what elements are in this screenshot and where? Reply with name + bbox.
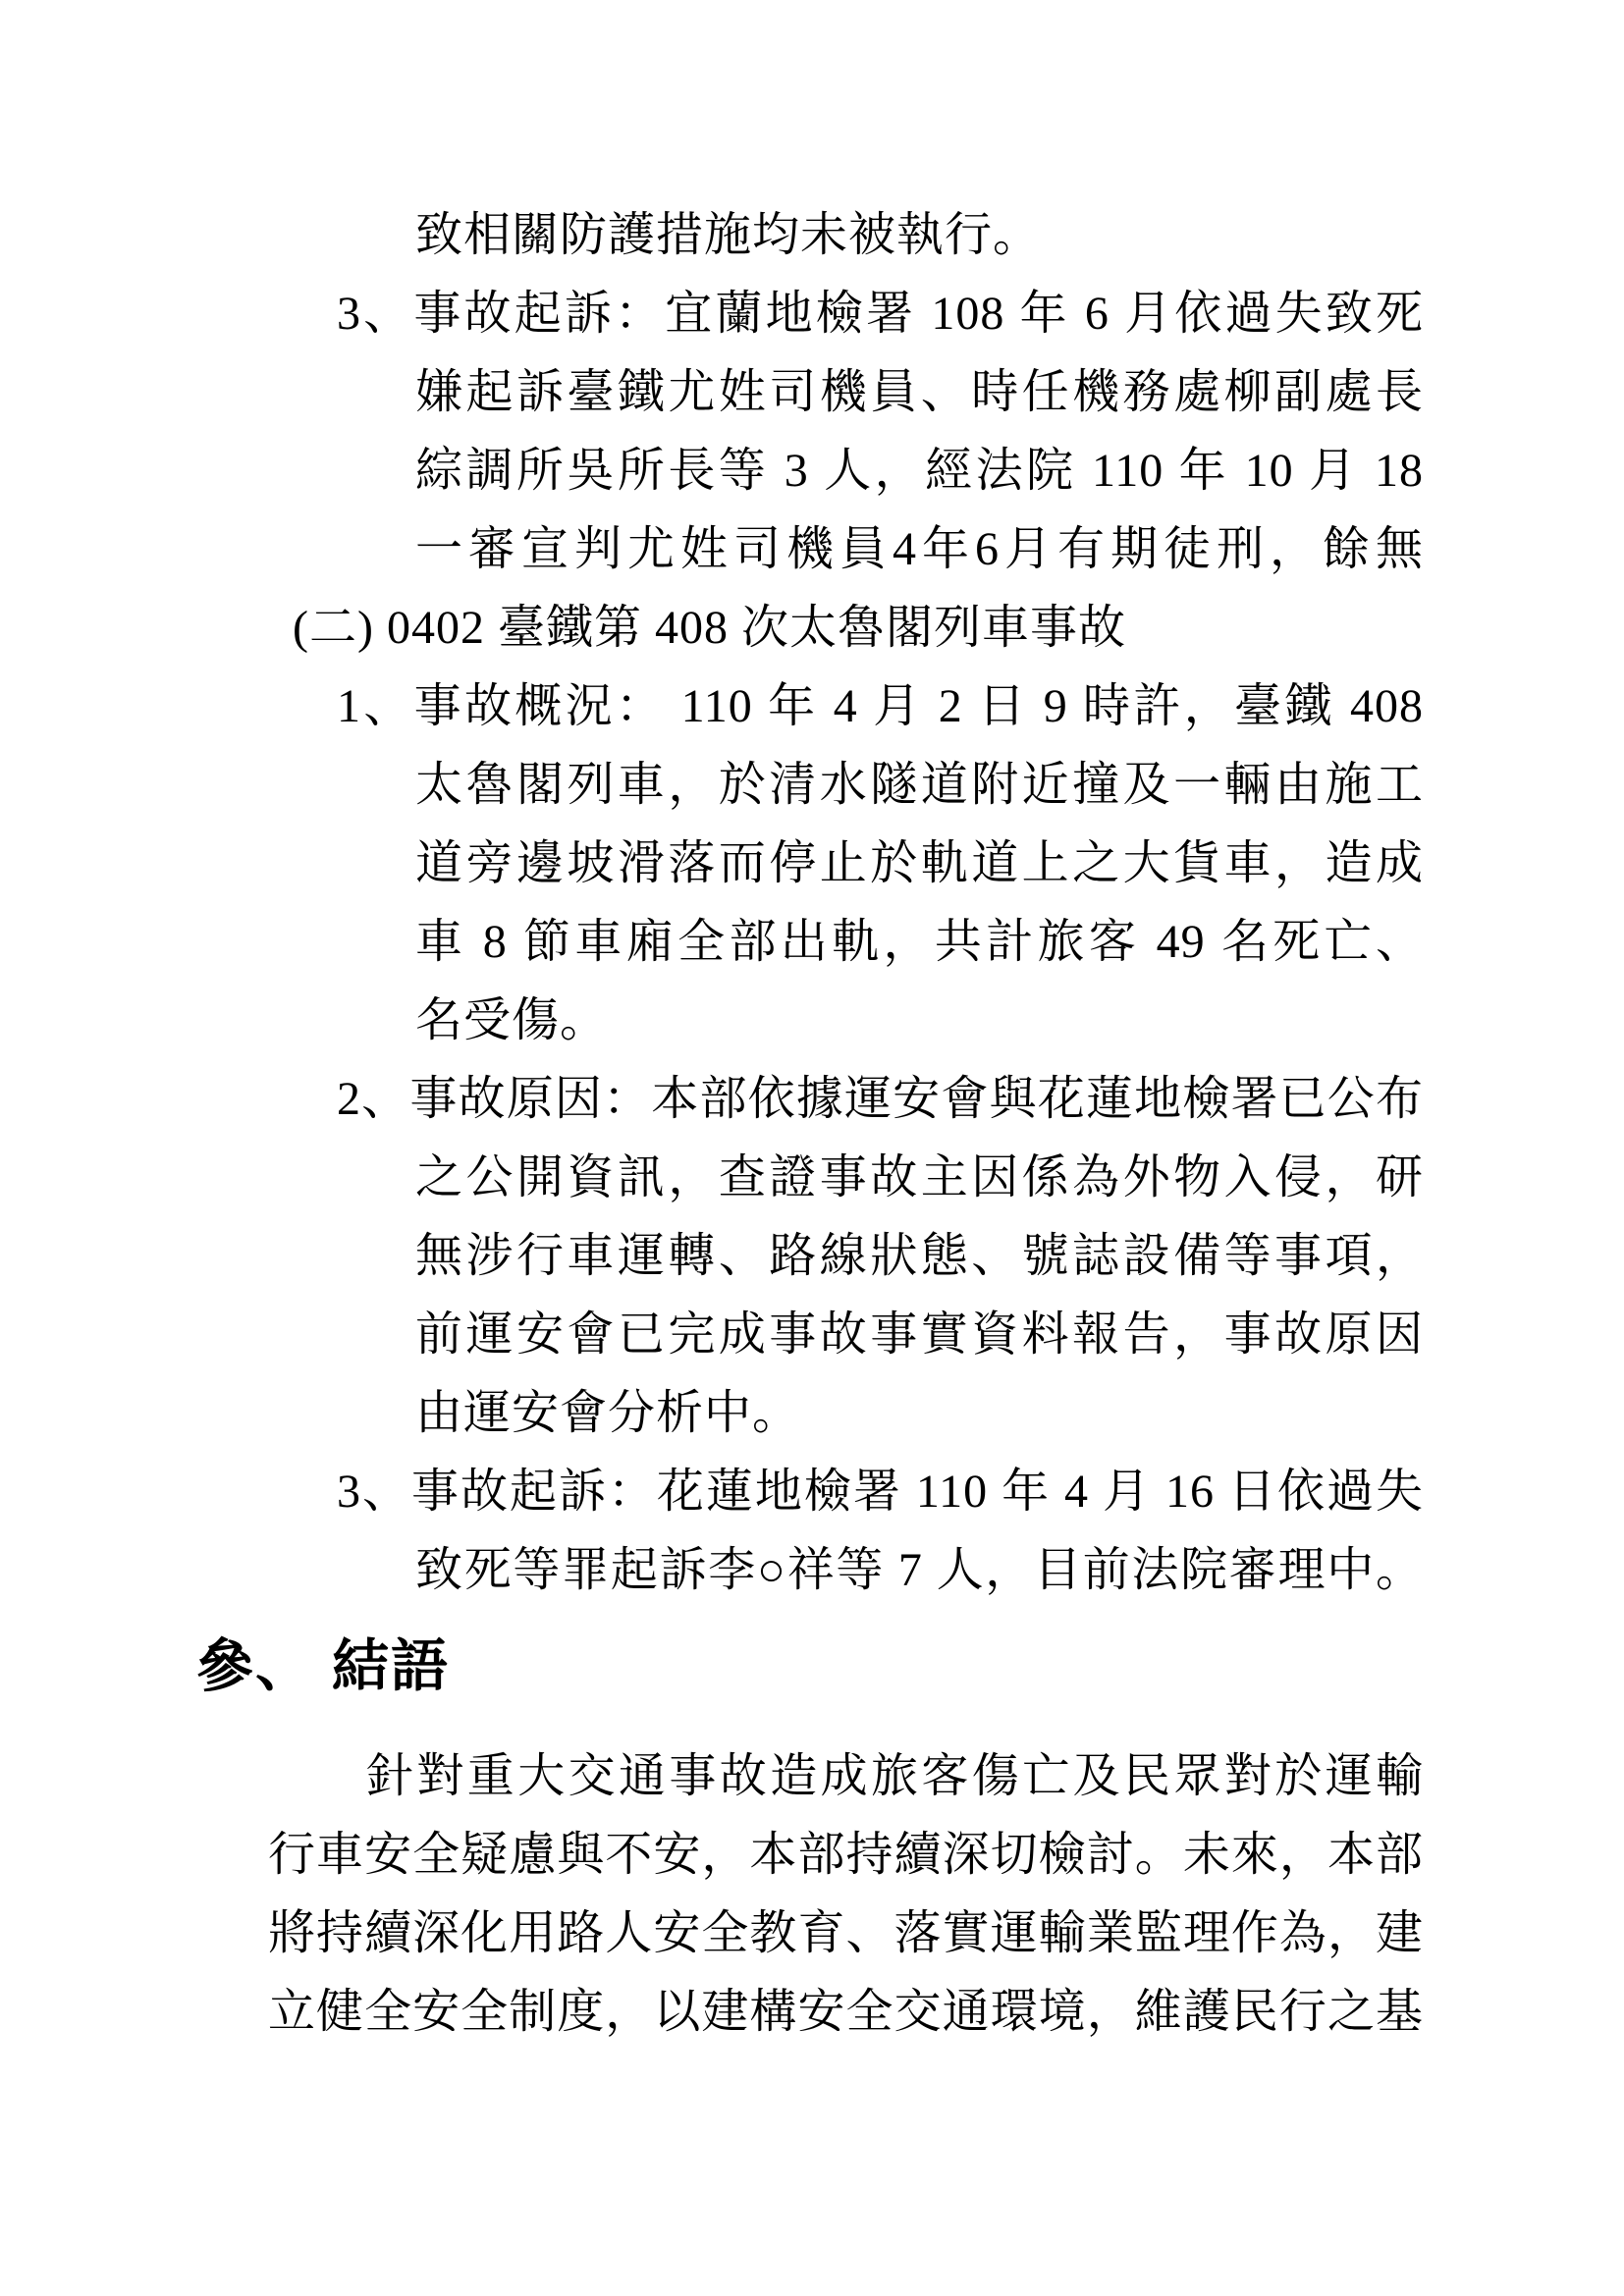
text-line: 名受傷。 bbox=[415, 994, 609, 1046]
text-line: 將持續深化用路人安全教育、落實運輸業監理作為，建 bbox=[268, 1907, 1424, 1959]
text-line: (二) 0402 臺鐵第 408 次太魯閣列車事故 bbox=[293, 602, 1126, 654]
text-line: 前運安會已完成事故事實資料報告，事故原因 bbox=[415, 1308, 1424, 1361]
text-line: 1、事故概況： 110 年 4 月 2 日 9 時許，臺鐵 408 bbox=[337, 680, 1424, 732]
text-line: 立健全安全制度，以建構安全交通環境，維護民行之基 bbox=[268, 1986, 1424, 2038]
text-line: 3、事故起訴：宜蘭地檢署 108 年 6 月依過失致死 bbox=[337, 288, 1424, 340]
closing-heading-number: 參、 bbox=[196, 1634, 315, 1698]
text-line: 之公開資訊，查證事故主因係為外物入侵，研 bbox=[415, 1151, 1424, 1203]
closing-paragraph-block bbox=[0, 1737, 1624, 2052]
text-line: 無涉行車運轉、路線狀態、號誌設備等事項， bbox=[415, 1230, 1424, 1282]
text-line: 車 8 節車廂全部出軌，共計旅客 49 名死亡、 bbox=[415, 916, 1424, 968]
text-line: 致相關防護措施均未被執行。 bbox=[415, 209, 1042, 261]
text-line: 綜調所吳所長等 3 人，經法院 110 年 10 月 18 bbox=[415, 445, 1424, 497]
text-line: 行車安全疑慮與不安，本部持續深切檢討。未來，本部 bbox=[268, 1829, 1424, 1881]
text-line: 太魯閣列車，於清水隧道附近撞及一輛由施工 bbox=[415, 759, 1424, 811]
text-line: 由運安會分析中。 bbox=[415, 1387, 801, 1439]
text-line: 3、事故起訴：花蓮地檢署 110 年 4 月 16 日依過失 bbox=[337, 1466, 1424, 1518]
text-line: 一審宣判尤姓司機員4年6月有期徒刑，餘無 bbox=[415, 523, 1424, 575]
closing-heading-title: 結語 bbox=[332, 1634, 451, 1698]
text-line: 道旁邊坡滑落而停止於軌道上之大貨車，造成 bbox=[415, 837, 1424, 889]
text-line: 針對重大交通事故造成旅客傷亡及民眾對於運輸 bbox=[366, 1750, 1424, 1802]
text-line: 嫌起訴臺鐵尤姓司機員、時任機務處柳副處長 bbox=[415, 366, 1424, 418]
closing-section-heading bbox=[196, 1620, 1624, 1714]
text-line: 2、事故原因：本部依據運安會與花蓮地檢署已公布 bbox=[337, 1073, 1424, 1125]
text-line: 致死等罪起訴李○祥等 7 人，目前法院審理中。 bbox=[415, 1544, 1424, 1596]
